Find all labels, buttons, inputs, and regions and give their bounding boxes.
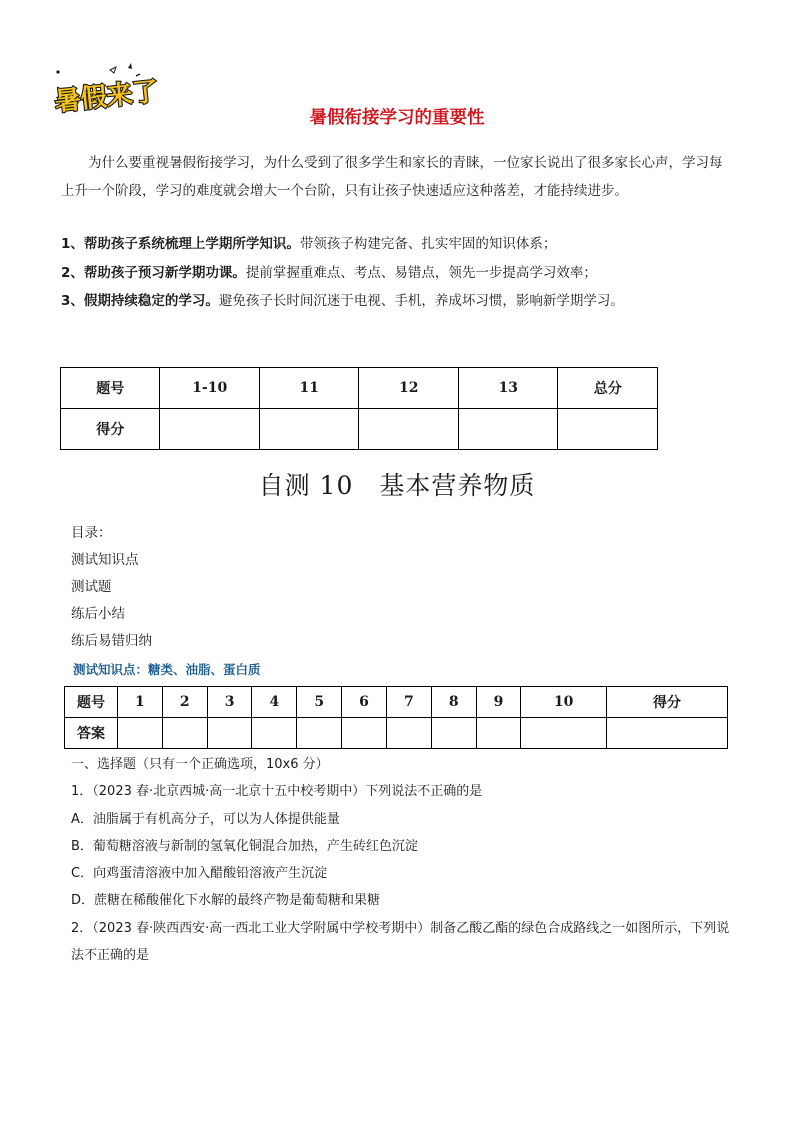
score-cell[interactable] bbox=[359, 409, 459, 450]
benefit-text: 避免孩子长时间沉迷于电视、手机，养成坏习惯，影响新学期学习。 bbox=[218, 293, 624, 309]
score-table-score-row bbox=[61, 409, 658, 450]
question-section bbox=[71, 751, 741, 969]
answer-cell[interactable] bbox=[252, 718, 297, 749]
answer-cell[interactable] bbox=[431, 718, 476, 749]
benefit-list bbox=[61, 230, 751, 316]
knowledge-points-label: 测试知识点：糖类、油脂、蛋白质 bbox=[73, 662, 261, 677]
score-cell[interactable] bbox=[259, 409, 359, 450]
score-header-cell: 11 bbox=[259, 368, 359, 409]
answer-header-cell: 题号 bbox=[65, 687, 118, 718]
benefit-item bbox=[61, 259, 751, 288]
intro-paragraph: 为什么要重视暑假衔接学习，为什么受到了很多学生和家长的青睐，一位家长说出了很多家长心声，学习每上升一个阶段，学习的难度就会增大一个台阶，只有让孩子快速适应这种落差，才能持续进步。 bbox=[61, 155, 723, 199]
answer-cell[interactable] bbox=[386, 718, 431, 749]
answer-row-label: 答案 bbox=[65, 718, 118, 749]
score-cell[interactable] bbox=[558, 409, 658, 450]
answer-cell[interactable] bbox=[342, 718, 387, 749]
score-header-cell: 12 bbox=[359, 368, 459, 409]
benefit-item bbox=[61, 287, 751, 316]
toc-label: 目录： bbox=[71, 525, 112, 541]
answer-option: A．油脂属于有机高分子，可以为人体提供能量 bbox=[71, 811, 340, 827]
answer-table-header-row bbox=[65, 687, 728, 718]
toc-item[interactable]: 练后小结 bbox=[71, 606, 125, 622]
answer-table-answer-row bbox=[65, 718, 728, 749]
answer-header-cell: 1 bbox=[118, 687, 163, 718]
question-stem: 1．（2023 春·北京西城·高一北京十五中校考期中）下列说法不正确的是 bbox=[71, 784, 483, 800]
answer-option: B．葡萄糖溶液与新制的氢氧化铜混合加热，产生砖红色沉淀 bbox=[71, 838, 418, 854]
benefit-lead: 2、帮助孩子预习新学期功课。 bbox=[61, 264, 246, 281]
answer-option: D．蔗糖在稀酸催化下水解的最终产物是葡萄糖和果糖 bbox=[71, 893, 381, 909]
table-of-contents bbox=[71, 520, 152, 655]
answer-header-cell: 2 bbox=[162, 687, 207, 718]
answer-header-cell: 9 bbox=[476, 687, 521, 718]
answer-cell[interactable] bbox=[606, 718, 727, 749]
answer-header-cell: 得分 bbox=[606, 687, 727, 718]
answer-header-cell: 4 bbox=[252, 687, 297, 718]
answer-option: C．向鸡蛋清溶液中加入醋酸铅溶液产生沉淀 bbox=[71, 866, 328, 882]
page-heading: 暑假衔接学习的重要性 bbox=[309, 108, 485, 128]
svg-text:暑假来了: 暑假来了 bbox=[53, 76, 160, 118]
answer-cell[interactable] bbox=[207, 718, 252, 749]
answer-header-cell: 10 bbox=[521, 687, 606, 718]
answer-cell[interactable] bbox=[476, 718, 521, 749]
answer-header-cell: 7 bbox=[386, 687, 431, 718]
answer-header-cell: 5 bbox=[297, 687, 342, 718]
answer-header-cell: 3 bbox=[207, 687, 252, 718]
score-table-header-row bbox=[61, 368, 658, 409]
section-heading: 一、选择题（只有一个正确选项，10x6 分） bbox=[71, 757, 329, 772]
benefit-lead: 1、帮助孩子系统梳理上学期所学知识。 bbox=[61, 236, 300, 252]
score-header-cell: 总分 bbox=[558, 368, 658, 409]
answer-cell[interactable] bbox=[118, 718, 163, 749]
answer-table bbox=[64, 686, 728, 749]
toc-item[interactable]: 测试题 bbox=[71, 579, 112, 595]
score-row-label: 得分 bbox=[61, 409, 160, 450]
benefit-lead: 3、假期持续稳定的学习。 bbox=[61, 293, 219, 309]
answer-header-cell: 8 bbox=[431, 687, 476, 718]
answer-cell[interactable] bbox=[521, 718, 606, 749]
document-title: 自测 10 基本营养物质 bbox=[258, 471, 536, 500]
toc-item[interactable]: 练后易错归纳 bbox=[71, 633, 152, 649]
answer-cell[interactable] bbox=[162, 718, 207, 749]
toc-item[interactable]: 测试知识点 bbox=[71, 552, 139, 568]
benefit-text: 提前掌握重难点、考点、易错点，领先一步提高学习效率； bbox=[245, 264, 597, 281]
score-header-cell: 1-10 bbox=[160, 368, 260, 409]
question-stem: 2．（2023 春·陕西西安·高一西北工业大学附属中学校考期中）制备乙酸乙酯的绿色合成路线之一如图所示，下列说法不正确的是 bbox=[71, 920, 730, 964]
score-header-cell: 13 bbox=[458, 368, 558, 409]
score-header-cell: 题号 bbox=[61, 368, 160, 409]
benefit-text: 带领孩子构建完备、扎实牢固的知识体系； bbox=[299, 236, 557, 252]
score-table bbox=[60, 367, 658, 450]
score-cell[interactable] bbox=[160, 409, 260, 450]
score-cell[interactable] bbox=[458, 409, 558, 450]
benefit-item bbox=[61, 230, 751, 259]
answer-cell[interactable] bbox=[297, 718, 342, 749]
answer-header-cell: 6 bbox=[342, 687, 387, 718]
